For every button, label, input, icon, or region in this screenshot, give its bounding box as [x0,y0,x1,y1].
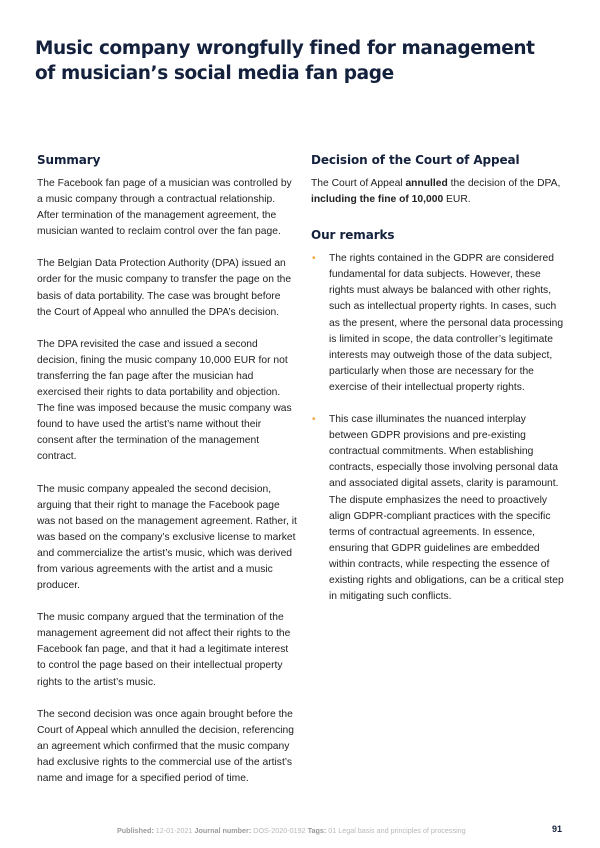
summary-paragraph: The music company argued that the termination of the management agreement did not affect their rights to the Facebook fan page, and that it had a legitimate interest to control the page based on their intellectual property rights to the artist’s music. [37,612,291,688]
decision-text [311,176,566,208]
summary-heading: Summary [37,153,101,167]
tags-value: 01 Legal basis and principles of processing [328,826,466,835]
page-footer [117,826,487,835]
decision-text-part: the decision of the DPA, [447,178,561,189]
bullet-icon: • [312,414,316,426]
tags-label: Tags: [307,826,327,835]
title-line-2: of musician’s social media fan page [35,63,394,84]
remarks-item-text: The rights contained in the GDPR are considered fundamental for data subjects. However, these rights must always be balanced with other rights, such as intellectual property rights. In cases, such as the present, where the personal data processing is limited in scope, the data controller’s legitimate interests may outweigh those of the data subject, particularly when those are necessary for the exercise of their intellectual property rights. [329,253,564,393]
journal-number: DOS-2020-0192 [253,826,306,835]
remarks-list-item [311,412,566,605]
page-title [35,36,555,86]
title-line-1: Music company wrongfully fined for management [35,38,535,59]
summary-paragraph: The DPA revisited the case and issued a second decision, fining the music company 10,000 EUR for not transferring the fan page after the musician had exercised their rights to data portability and objection. The fine was imposed because the music company was found to have used the artist’s name without their consent after the termination of the management contract. [37,338,292,463]
remarks-heading: Our remarks [311,228,395,243]
decision-heading: Decision of the Court of Appeal [311,153,520,167]
decision-text-part: EUR. [443,194,471,206]
summary-paragraph: The Belgian Data Protection Authority (DPA) issued an order for the music company to transfer the page on the basis of data portability. The case was brought before the Court of Appeal who annulled the DPA’s decision. [37,258,292,318]
bullet-icon: • [312,253,316,265]
published-date: 12-01-2021 [155,826,193,835]
journal-number-label: Journal number: [194,826,252,835]
decision-remarks-column [311,153,566,621]
decision-annulled-emphasis: annulled [405,178,448,189]
summary-paragraph: The second decision was once again brought before the Court of Appeal which annulled the decision, referencing an agreement which confirmed that the music company had exclusive rights to the commercial use of the artist’s name and image for a specified period of time. [37,708,295,784]
summary-paragraph: The Facebook fan page of a musician was controlled by a music company through a contractual relationship. After termination of the management agreement, the musician wanted to reclaim control over the fan page. [37,178,292,238]
page-number: 91 [552,824,563,834]
summary-paragraph: The music company appealed the second decision, arguing that their right to manage the Facebook page was not based on the management agreement. Rather, it was based on the company’s exclusive license to market and commercialize the artist’s music, which was derived from various agreements with the artist and a music producer. [37,483,297,592]
remarks-list [311,251,566,605]
published-label: Published: [117,826,154,835]
decision-text-part: The Court of Appeal [311,178,406,189]
remarks-item-text: This case illuminates the nuanced interplay between GDPR provisions and pre-existing contractual commitments. When establishing contracts, especially those involving personal data and associated digital assets, clarity is paramount. The dispute emphasizes the need to proactively align GDPR-compliant practices with the specific terms of contractual agreements. In essence, ensuring that GDPR guidelines are embedded within contracts, while respecting the essence of existing rights and obligations, can be a critical step in mitigating such conflicts. [329,414,564,603]
summary-column [37,153,297,803]
remarks-list-item [311,251,566,396]
decision-fine-emphasis: including the fine of 10,000 [311,194,444,206]
